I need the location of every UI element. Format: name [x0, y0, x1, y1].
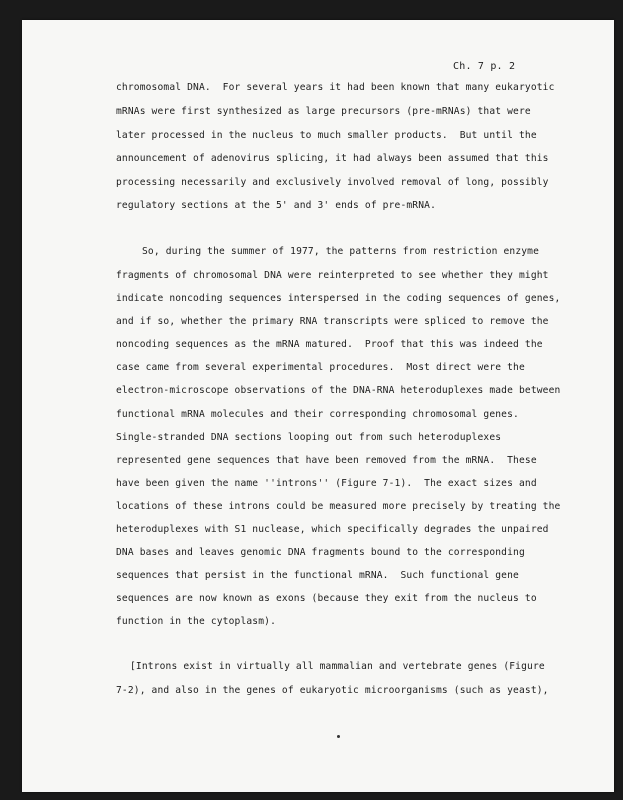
- text-line: later processed in the nucleus to much smaller products. But until the: [116, 130, 537, 141]
- text-line: noncoding sequences as the mRNA matured. Proof that this was indeed the: [116, 339, 543, 350]
- text-line: mRNAs were first synthesized as large precursors (pre-mRNAs) that were: [116, 106, 531, 117]
- page-number: Ch. 7 p. 2: [453, 61, 516, 72]
- text-line: Single-stranded DNA sections looping out from such heteroduplexes: [116, 432, 502, 443]
- text-line: regulatory sections at the 5' and 3' ends of pre-mRNA.: [116, 200, 436, 211]
- text-line: represented gene sequences that have been removed from the mRNA. These: [116, 455, 537, 466]
- text-line: [Introns exist in virtually all mammalian and vertebrate genes (Figure: [130, 661, 545, 672]
- text-line: sequences that persist in the functional mRNA. Such functional gene: [116, 570, 519, 581]
- text-line: fragments of chromosomal DNA were reinterpreted to see whether they might: [116, 270, 549, 281]
- text-line: sequences are now known as exons (because they exit from the nucleus to: [116, 593, 537, 604]
- text-line: So, during the summer of 1977, the patterns from restriction enzyme: [142, 246, 540, 257]
- text-line: 7-2), and also in the genes of eukaryotic microorganisms (such as yeast),: [116, 685, 549, 696]
- text-line: chromosomal DNA. For several years it had been known that many eukaryotic: [116, 82, 555, 93]
- text-line: indicate noncoding sequences interspersed in the coding sequences of genes,: [116, 293, 561, 304]
- text-line: locations of these introns could be measured more precisely by treating the: [116, 501, 561, 512]
- text-line: function in the cytoplasm).: [116, 616, 276, 627]
- ink-speck: [337, 735, 340, 738]
- text-line: have been given the name ''introns'' (Figure 7-1). The exact sizes and: [116, 478, 537, 489]
- text-line: case came from several experimental procedures. Most direct were the: [116, 362, 525, 373]
- text-line: DNA bases and leaves genomic DNA fragments bound to the corresponding: [116, 547, 525, 558]
- text-line: and if so, whether the primary RNA transcripts were spliced to remove the: [116, 316, 549, 327]
- text-line: electron-microscope observations of the DNA-RNA heteroduplexes made between: [116, 385, 561, 396]
- text-line: heteroduplexes with S1 nuclease, which specifically degrades the unpaired: [116, 524, 549, 535]
- text-line: announcement of adenovirus splicing, it had always been assumed that this: [116, 153, 549, 164]
- text-line: processing necessarily and exclusively involved removal of long, possibly: [116, 177, 549, 188]
- text-line: functional mRNA molecules and their corresponding chromosomal genes.: [116, 409, 519, 420]
